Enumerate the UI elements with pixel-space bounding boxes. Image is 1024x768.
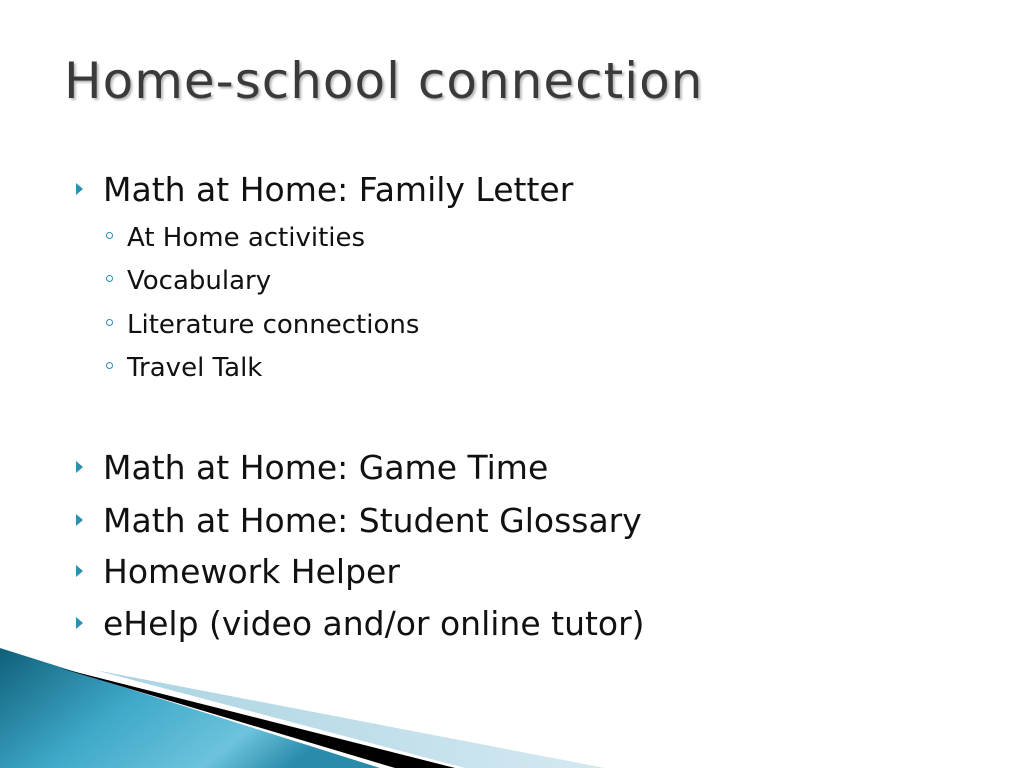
bullet-item <box>76 170 573 210</box>
sub-bullet-item <box>106 352 262 384</box>
circle-bullet-icon <box>106 232 113 239</box>
sub-bullet-text: Literature connections <box>127 310 420 340</box>
bullet-text: Homework Helper <box>103 552 400 591</box>
decorative-swoosh <box>0 640 1024 768</box>
bullet-text: Math at Home: Family Letter <box>103 170 574 209</box>
bullet-item <box>76 448 548 488</box>
sub-bullet-item <box>106 309 419 341</box>
sub-bullet-item <box>106 265 271 297</box>
bullet-item <box>76 552 400 592</box>
triangle-bullet-icon <box>76 565 83 577</box>
triangle-bullet-icon <box>76 617 83 629</box>
bullet-text: Math at Home: Student Glossary <box>103 501 642 540</box>
slide-title: Home-school connection <box>64 52 704 110</box>
triangle-bullet-icon <box>76 183 83 195</box>
circle-bullet-icon <box>106 275 113 282</box>
circle-bullet-icon <box>106 362 113 369</box>
triangle-bullet-icon <box>76 461 83 473</box>
bullet-text: eHelp (video and/or online tutor) <box>103 604 645 643</box>
bullet-text: Math at Home: Game Time <box>103 448 549 487</box>
circle-bullet-icon <box>106 319 113 326</box>
sub-bullet-text: Travel Talk <box>127 353 263 383</box>
triangle-bullet-icon <box>76 514 83 526</box>
bullet-item <box>76 604 645 644</box>
sub-bullet-text: At Home activities <box>127 223 366 253</box>
sub-bullet-text: Vocabulary <box>127 266 272 296</box>
bullet-item <box>76 501 642 541</box>
sub-bullet-item <box>106 222 365 254</box>
